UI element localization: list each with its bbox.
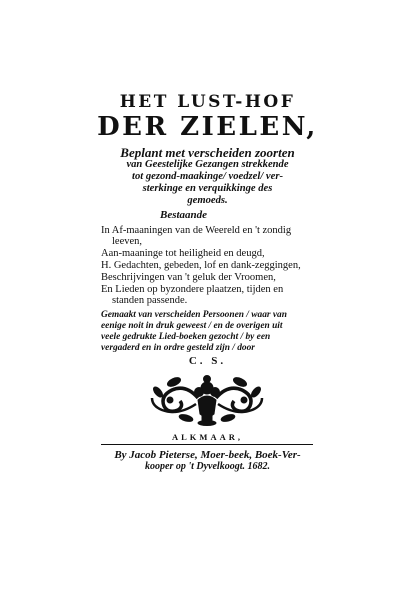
subtitle-line-4: sterkinge en verquikkinge des xyxy=(142,183,273,194)
title-line-1: HET LUST-HOF xyxy=(119,92,296,112)
authorship-line: veele gedrukte Lied-boeken gezocht / by een xyxy=(101,332,271,342)
contents-item: H. Gedachten, gebeden, lof en dank-zeggingen, xyxy=(101,260,301,271)
contents-item: En Lieden op byzondere plaatzen, tijden en xyxy=(101,284,284,295)
authorship-line: vergaderd en in ordre gesteld zijn / door xyxy=(101,343,255,353)
author-initials: C. S. xyxy=(188,355,227,367)
contents-item: standen passende. xyxy=(112,295,188,306)
imprint-line: By Jacob Pieterse, Moer-beek, Boek-Ver- xyxy=(114,449,301,461)
contents-item: leeven, xyxy=(112,236,143,247)
imprint-rule xyxy=(101,444,313,445)
printers-ornament xyxy=(148,370,266,428)
contents-item: Beschrijvingen van 't geluk der Vroomen, xyxy=(101,272,276,283)
imprint-line: kooper op 't Dyvelkoogt. 1682. xyxy=(145,461,270,472)
authorship-line: Gemaakt van verscheiden Persoonen / waar van xyxy=(101,310,287,320)
subtitle-line-3: tot gezond-maakinge/ voedzel/ ver- xyxy=(132,171,283,182)
contents-heading: Bestaande xyxy=(160,209,208,221)
subtitle-line-5: gemoeds. xyxy=(187,195,228,206)
subtitle-line-2: van Geestelijke Gezangen strekkende xyxy=(126,159,289,170)
authorship-line: eenige noit in druk geweest / en de overigen uit xyxy=(101,321,283,331)
contents-item: Aan-maaninge tot heiligheid en deugd, xyxy=(101,248,265,259)
title-line-2: DER ZIELEN, xyxy=(97,112,318,142)
subtitle-line-1: Beplant met verscheiden zoorten xyxy=(120,145,295,160)
imprint-place: ALKMAAR, xyxy=(172,432,243,442)
contents-item: In Af-maaningen van de Weereld en 't zondig xyxy=(101,225,292,236)
